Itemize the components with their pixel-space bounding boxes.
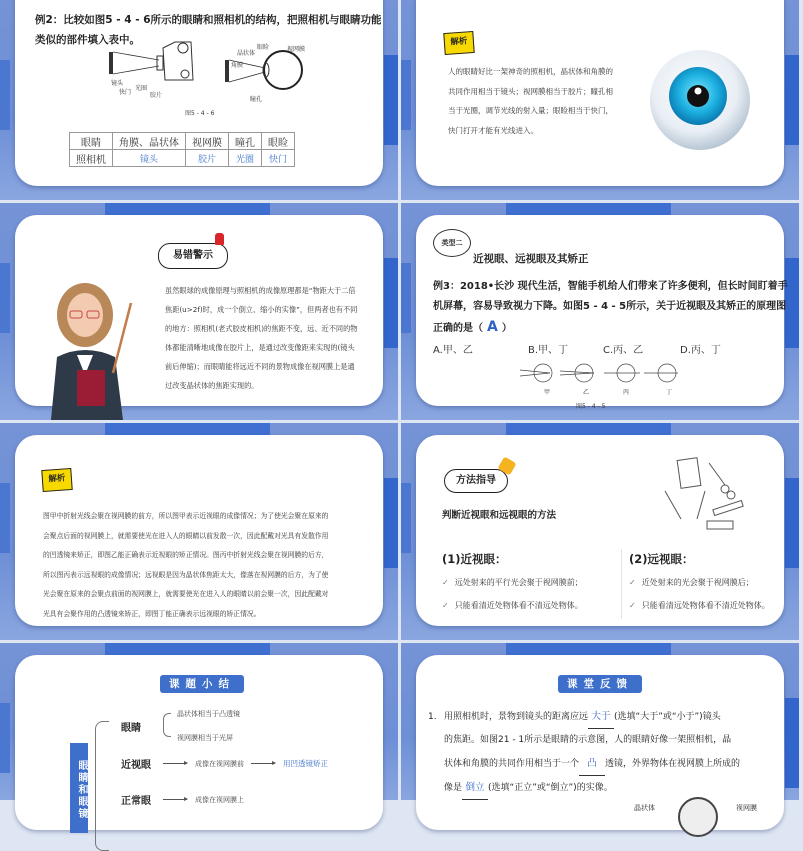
hyperopia-column: (2)远视眼： ✓ 近处射来的光会聚于视网膜后； ✓ 只能看清远处物体看不清近处物体。: [629, 551, 799, 617]
camera-label-film: 胶片: [150, 92, 163, 99]
feedback-title: 课堂反馈: [558, 675, 642, 693]
check-icon: ✓: [442, 601, 449, 610]
answer-cell: 胶片: [186, 150, 229, 167]
table-row: 照相机 镜头 胶片 光圈 快门: [70, 150, 295, 167]
eye-label-retina: 视网膜: [287, 46, 306, 53]
slide-common-mistakes[interactable]: [0, 203, 398, 420]
answer-cell: 镜头: [113, 150, 186, 167]
analysis-text: 图甲中折射光线会聚在视网膜的前方，所以图甲表示近视眼的成像情况；为了使光会聚在原来的 会聚点后面的视网膜上，就需要使光在进入人的眼睛以前发散一次，因此配戴对光具有发散作用 的凹透镜来矫正，即图乙能正确表示近视眼的矫正情况。图丙中折射光线会聚在视网膜的后方， 所以图丙表示远视眼的成像情况；远视眼是因为晶状体焦距太大，像落在视网膜的后方，为了使 光会聚在原来的会聚点前面的视网膜上，就需要使光在进入人的眼睛以前会聚一次，因此配戴对 光具有会聚作用的凸透镜来矫正，即图丁能正确表示远视眼的矫正情况。: [43, 512, 329, 618]
eye-label-eyelid: 眼睑: [257, 44, 270, 51]
option-d[interactable]: D.丙、丁: [680, 345, 721, 356]
check-icon: ✓: [442, 578, 449, 587]
figure-caption: 图5 - 4 - 5: [576, 403, 606, 410]
analysis-tag: 解析: [443, 31, 474, 55]
stationery-illustration: [661, 455, 756, 535]
alarm-light-icon: [215, 233, 224, 245]
eye-correction-diagrams: [516, 361, 686, 385]
eye-diagram: [678, 797, 718, 837]
myopia-column: (1)近视眼： ✓ 远处射来的平行光会聚于视网膜前； ✓ 只能看清近处物体看不清远处物体。: [442, 551, 612, 617]
warning-text: 虽然眼球的成像原理与照相机的成像原理都是“物距大于二倍 焦距(u>2f)时，成一个倒立、缩小的实像”，但两者也有不同 的地方：照相机(老式胶皮相机)的焦距不变，远、近不同的物 体都能清晰地成像在胶片上，是通过改变像距来实现的(镜头 前后伸缩)；而眼睛能将远近不同的景物成像在视网膜上是通 过改变晶状体的焦距实现的。: [165, 286, 358, 390]
type-badge: 类型二: [433, 229, 471, 257]
eye-label-pupil: 瞳孔: [250, 96, 263, 103]
arrow-icon: [163, 763, 187, 764]
camera-label-aperture: 光圈: [135, 85, 148, 92]
hyperopia-title: (2)远视眼：: [629, 552, 694, 566]
warning-bubble: 易错警示: [158, 243, 228, 269]
option-a[interactable]: A.甲、乙: [433, 345, 473, 356]
answer-cell: 光圈: [229, 150, 262, 167]
mindmap-root: 眼睛和眼镜: [70, 743, 88, 833]
option-b[interactable]: B.甲、丁: [528, 345, 569, 356]
table-row: 眼睛 角膜、晶状体 视网膜 瞳孔 眼睑: [70, 133, 295, 150]
arrow-icon: [251, 763, 275, 764]
method-bubble: 方法指导: [444, 469, 508, 493]
camera-label-shutter: 快门: [119, 89, 132, 96]
eye-item-lens: 晶状体相当于凸透镜: [177, 710, 240, 718]
slide-feedback[interactable]: [401, 643, 799, 812]
slide-card: [15, 215, 383, 406]
myopia-fix: 用凹透镜矫正: [283, 759, 328, 768]
feedback-question: 1. 用照相机时，景物到镜头的距离应远 大于 (选填“大于”或“小于”)镜头 的焦距。如图21 - 1所示是眼睛的示意图，人的眼睛好像一架照相机，晶 状体和角膜的共同作用相当于一个 凸 透镜，外界物体在视网膜上所成的 像是 倒立 (选填“正立”或“倒立”)的实像。: [428, 705, 788, 800]
slide-method-guide[interactable]: [401, 423, 799, 640]
analysis-tag: 解析: [41, 468, 72, 492]
slide-card: 课题小结 眼睛和眼镜 眼睛 晶状体相当于凸透镜 视网膜相当于光屏 近视眼 成像在视网膜前 用凹透镜矫正 正常眼 成像在视网膜上: [15, 655, 383, 830]
slide-summary[interactable]: [0, 643, 398, 820]
eye-label-cornea: 角膜: [231, 62, 244, 69]
myopia-title: (1)近视眼：: [442, 552, 507, 566]
slide-card: [416, 0, 784, 186]
option-c[interactable]: C.丙、乙: [603, 345, 644, 356]
eye-label-lens: 晶状体: [237, 50, 256, 57]
slide-card: [15, 435, 383, 626]
figure-caption: 图5 - 4 - 6: [185, 110, 215, 117]
question-text: 例2：比较如图5 - 4 - 6所示的眼睛和照相机的结构，把照相机与眼睛功能类似的部件填入表中。: [35, 14, 382, 46]
slide-card: [416, 435, 784, 626]
check-icon: ✓: [629, 601, 636, 610]
column-divider: [621, 549, 622, 619]
eyeball-icon: [648, 48, 752, 152]
fig-label-retina: 视网膜: [736, 804, 757, 812]
node-normal: 正常眼: [121, 796, 151, 807]
method-subtitle: 判断近视眼和远视眼的方法: [442, 510, 557, 521]
slide-example-3[interactable]: [401, 203, 799, 420]
slide-card: [416, 655, 784, 830]
slide-analysis-camera[interactable]: [401, 0, 799, 200]
arrow-icon: [163, 799, 187, 800]
answer-cell: 快门: [262, 150, 295, 167]
question-text: 例3：2018•长沙 现代生活，智能手机给人们带来了许多便利，但长时间盯着手 机屏幕，容易导致视力下降。如图5 - 4 - 5所示，关于近视眼及其矫正的原理图 正确的是（ A ）: [433, 281, 788, 335]
answer-blank[interactable]: 倒立: [462, 776, 488, 800]
teacher-illustration: [37, 275, 137, 420]
answer-letter: A: [487, 319, 498, 335]
camera-label-lens: 镜头: [111, 80, 124, 87]
slide-analysis-correction[interactable]: [0, 423, 398, 640]
comparison-table: [69, 132, 295, 167]
fig-label-lens: 晶状体: [634, 804, 655, 812]
slide-example-2[interactable]: [0, 0, 398, 200]
summary-title: 课题小结: [160, 675, 244, 693]
answer-blank[interactable]: 凸: [579, 752, 605, 776]
answer-blank[interactable]: 大于: [588, 705, 614, 729]
section-heading: 近视眼、远视眼及其矫正: [473, 253, 589, 265]
node-myopia: 近视眼: [121, 760, 151, 771]
analysis-text: 人的眼睛好比一架神奇的照相机，晶状体和角膜的 共同作用相当于镜头；视网膜相当于胶片；瞳孔相 当于光圈，调节光线的射入量；眼睑相当于快门， 快门打开才能有光线进入。: [448, 67, 613, 135]
node-eye: 眼睛: [121, 723, 141, 734]
check-icon: ✓: [629, 578, 636, 587]
slide-card: [15, 0, 383, 186]
eye-item-retina: 视网膜相当于光屏: [177, 734, 233, 742]
slide-card: 类型二 近视眼、远视眼及其矫正 例3：2018•长沙 现代生活，智能手机给人们带来了许多便利，但长时间盯着手 机屏幕，容易导致视力下降。如图5 - 4 - 5所示，关于近视眼及其矫正的原理图 正确的是（ A ） A.甲、乙 B.甲、丁 C.丙、乙 D.丙、丁 甲 乙 丙 丁 图5 - 4 - 5: [416, 215, 784, 406]
root-brace: [95, 721, 109, 851]
